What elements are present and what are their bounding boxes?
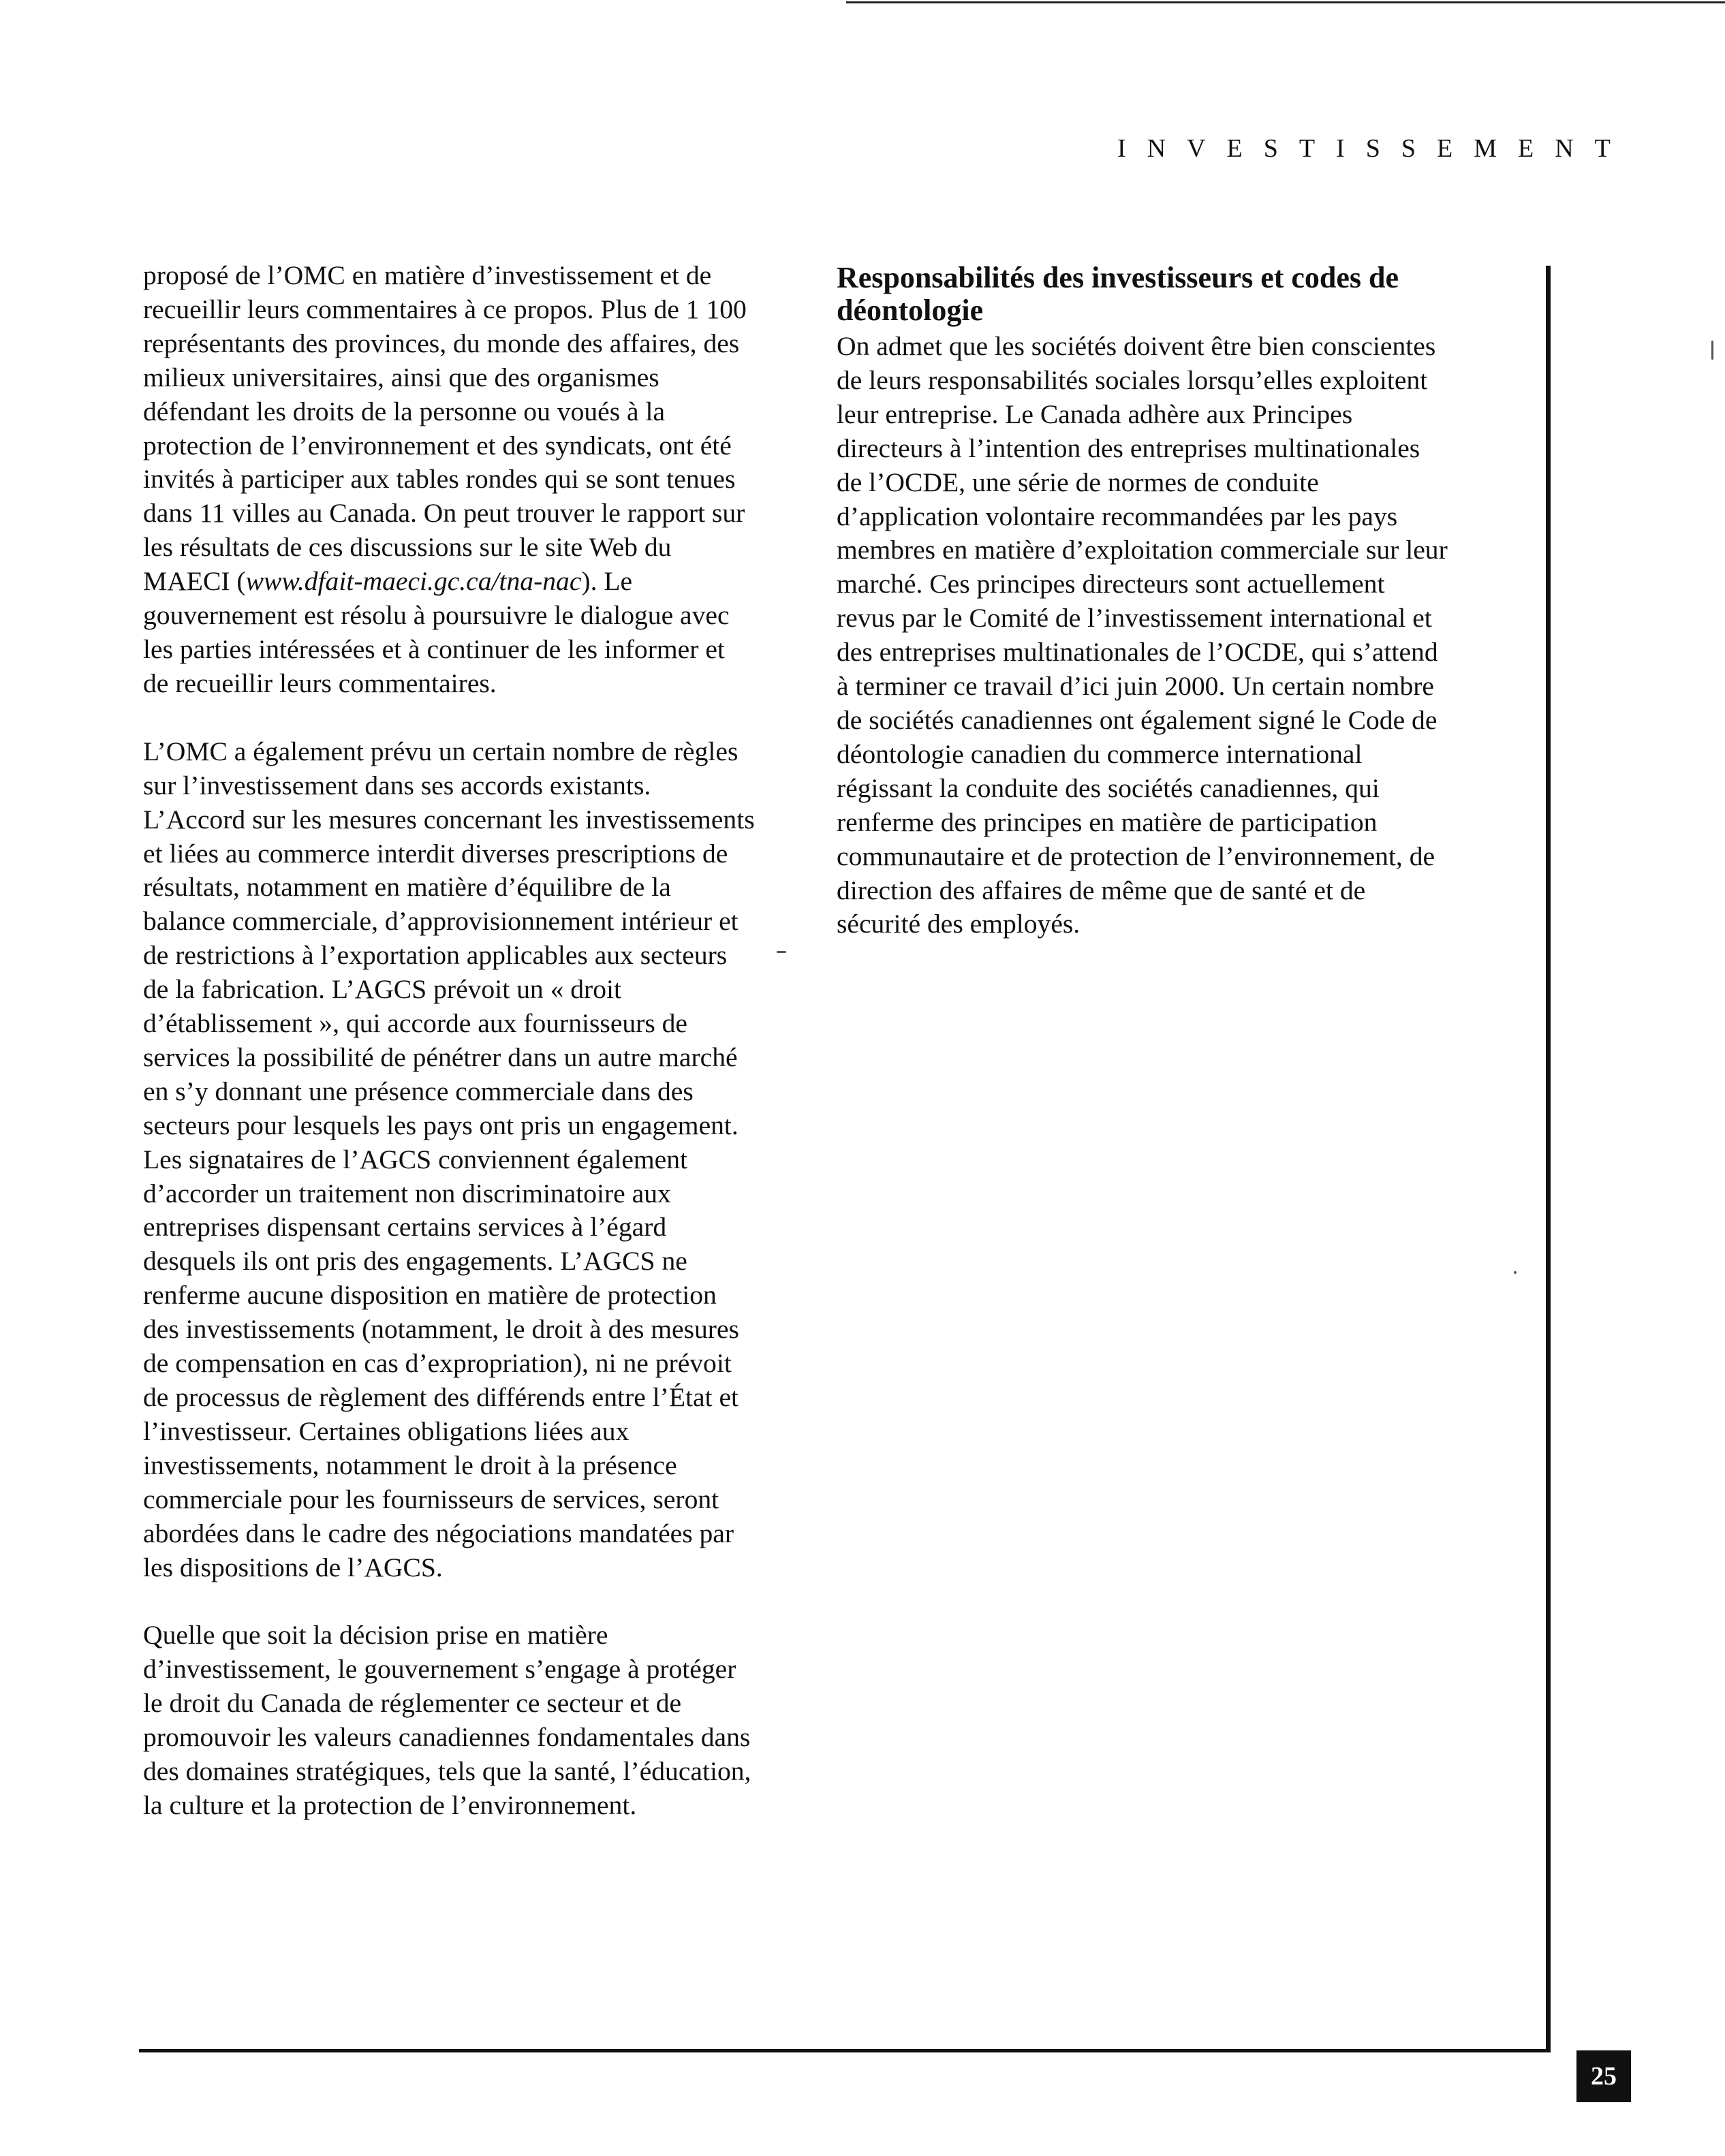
website-reference: www.dfait-maeci.gc.ca/tna-nac (245, 566, 582, 597)
scan-speck (1514, 1271, 1517, 1274)
left-paragraph-1-start: proposé de l’OMC en matière d’investissement et de recueillir leurs commentaires à ce propos. Plus de 1 100 représentants des provinces, du monde des affaires, des milieux universitaires, ainsi que des organismes défendant les droits de la personne ou voués à la protection de l’environnement et des syndicats, ont été invités à participer aux tables rondes qui se sont tenues dans 11 villes au Canada. On peut trouver le rapport sur les résultats de ces discussions sur le site Web du MAECI ( (143, 260, 747, 597)
section-heading: Responsabilités des investisseurs et codes de déontologie (837, 261, 1399, 327)
bottom-horizontal-rule (139, 2049, 1551, 2052)
scan-speck (777, 951, 786, 953)
right-column (837, 262, 1450, 975)
top-rule (846, 1, 1725, 3)
left-paragraph-1 (143, 259, 756, 701)
left-paragraph-2: L’OMC a également prévu un certain nombre de règles sur l’investissement dans ses accords existants. L’Accord sur les mesures concernant les investissements et liées au commerce interdit diverses prescriptions de résultats, notamment en matière d’équilibre de la balance commerciale, d’approvisionnement intérieur et de restrictions à l’exportation applicables aux secteurs de la fabrication. L’AGCS prévoit un « droit d’établissement », qui accorde aux fournisseurs de services la possibilité de pénétrer dans un autre marché en s’y donnant une présence commerciale dans des secteurs pour lesquels les pays ont pris un engagement. Les signataires de l’AGCS conviennent également d’accorder un traitement non discriminatoire aux entreprises dispensant certains services à l’égard desquels ils ont pris des engagements. L’AGCS ne renferme aucune disposition en matière de protection des investissements (notamment, le droit à des mesures de compensation en cas d’expropriation), ni ne prévoit de processus de règlement des différends entre l’État et l’investisseur. Certaines obligations liées aux investissements, notamment le droit à la présence commerciale pour les fournisseurs de services, seront abordées dans le cadre des négociations mandatées par les dispositions de l’AGCS. (143, 736, 755, 1582)
left-paragraph-1-end: ). Le gouvernement est résolu à poursuivre le dialogue avec les parties intéressées et à continuer de les informer et de recueillir leurs commentaires. (143, 566, 730, 698)
page-number: 25 (1576, 2050, 1631, 2102)
running-head: INVESTISSEMENT (1117, 134, 1632, 163)
left-paragraph-3: Quelle que soit la décision prise en matière d’investissement, le gouvernement s’engage à protéger le droit du Canada de réglementer ce secteur et de promouvoir les valeurs canadiennes fondamentales dans des domaines stratégiques, tels que la santé, l’éducation, la culture et la protection de l’environnement. (143, 1620, 751, 1820)
scan-speck (1711, 341, 1713, 360)
left-column (143, 259, 756, 1857)
right-paragraph: On admet que les sociétés doivent être bien conscientes de leurs responsabilités sociales lorsqu’elles exploitent leur entreprise. Le Canada adhère aux Principes directeurs à l’intention des entreprises multinationales de l’OCDE, une série de normes de conduite d’application volontaire recommandées par les pays membres en matière d’exploitation commerciale sur leur marché. Ces principes directeurs sont actuellement revus par le Comité de l’investissement international et des entreprises multinationales de l’OCDE, qui s’attend à terminer ce travail d’ici juin 2000. Un certain nombre de sociétés canadiennes ont également signé le Code de déontologie canadien du commerce international régissant la conduite des sociétés canadiennes, qui renferme des principes en matière de participation communautaire et de protection de l’environnement, de direction des affaires de même que de santé et de sécurité des employés. (837, 331, 1448, 939)
right-vertical-rule (1546, 266, 1551, 2052)
